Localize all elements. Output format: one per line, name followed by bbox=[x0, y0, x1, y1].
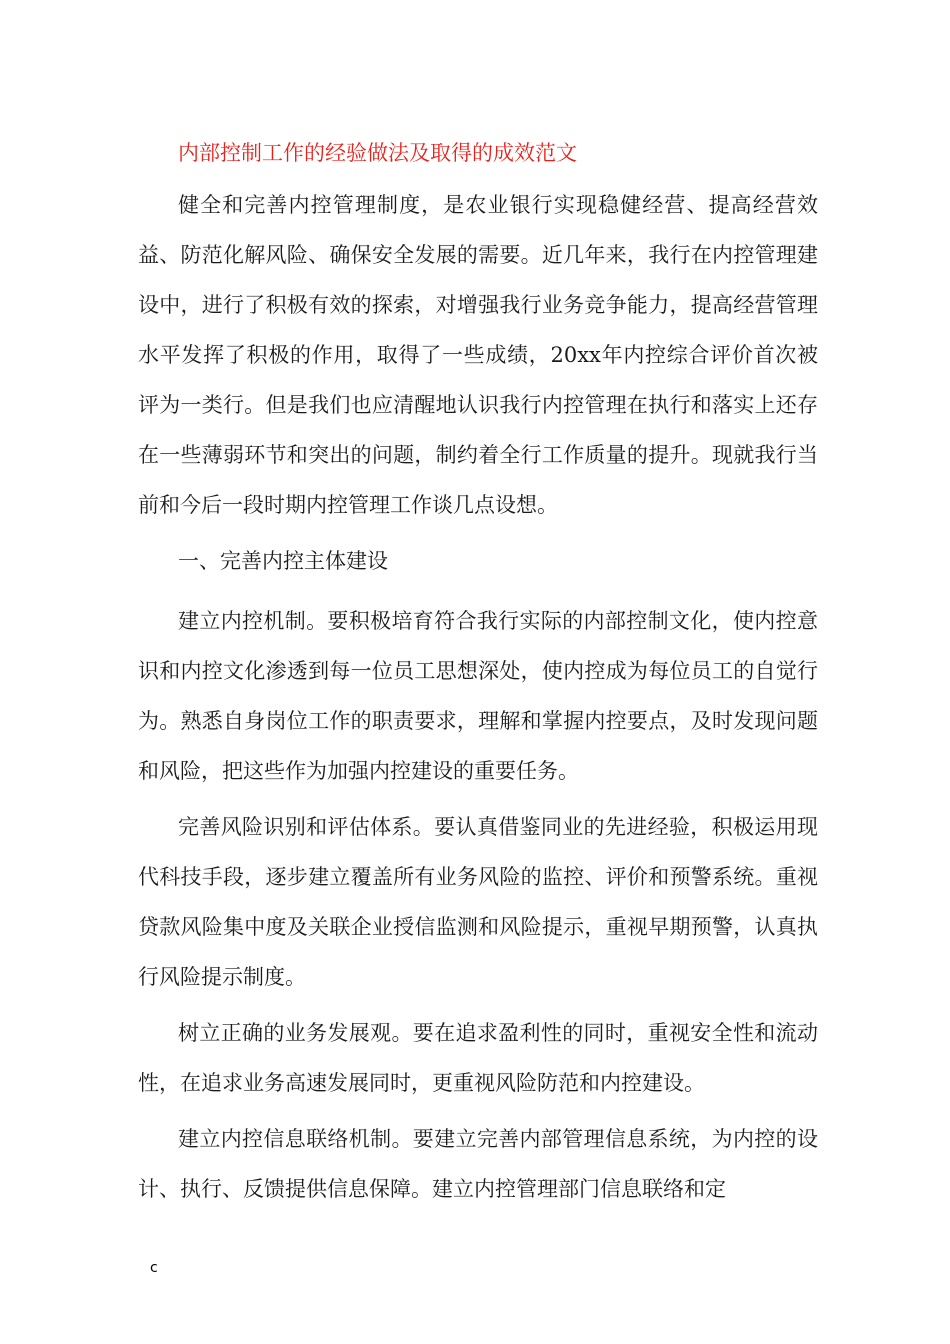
paragraph-intro: 健全和完善内控管理制度，是农业银行实现稳健经营、提高经营效益、防范化解风险、确保安全发展的需要。近几年来，我行在内控管理建设中，进行了积极有效的探索，对增强我行业务竞争能力，提高经营管理水平发挥了积极的作用，取得了一些成绩，20xx年内控综合评价首次被评为一类行。但是我们也应清醒地认识我行内控管理在执行和落实上还存在一些薄弱环节和突出的问题，制约着全行工作质量的提升。现就我行当前和今后一段时期内控管理工作谈几点设想。 bbox=[138, 193, 818, 517]
paragraph-business-view: 树立正确的业务发展观。要在追求盈利性的同时，重视安全性和流动性，在追求业务高速发展同时，更重视风险防范和内控建设。 bbox=[138, 1021, 818, 1095]
section-heading: 一、完善内控主体建设 bbox=[178, 549, 388, 573]
document-title: 内部控制工作的经验做法及取得的成效范文 bbox=[178, 141, 577, 165]
footer-mark: c bbox=[150, 1260, 158, 1276]
paragraph-info-liaison: 建立内控信息联络机制。要建立完善内部管理信息系统，为内控的设计、执行、反馈提供信息保障。建立内控管理部门信息联络和定 bbox=[138, 1127, 818, 1201]
paragraph-risk-assessment: 完善风险识别和评估体系。要认真借鉴同业的先进经验，积极运用现代科技手段，逐步建立覆盖所有业务风险的监控、评价和预警系统。重视贷款风险集中度及关联企业授信监测和风险提示，重视早期预警，认真执行风险提示制度。 bbox=[138, 815, 818, 989]
paragraph-control-mechanism: 建立内控机制。要积极培育符合我行实际的内部控制文化，使内控意识和内控文化渗透到每一位员工思想深处，使内控成为每位员工的自觉行为。熟悉自身岗位工作的职责要求，理解和掌握内控要点，及时发现问题和风险，把这些作为加强内控建设的重要任务。 bbox=[138, 609, 818, 783]
